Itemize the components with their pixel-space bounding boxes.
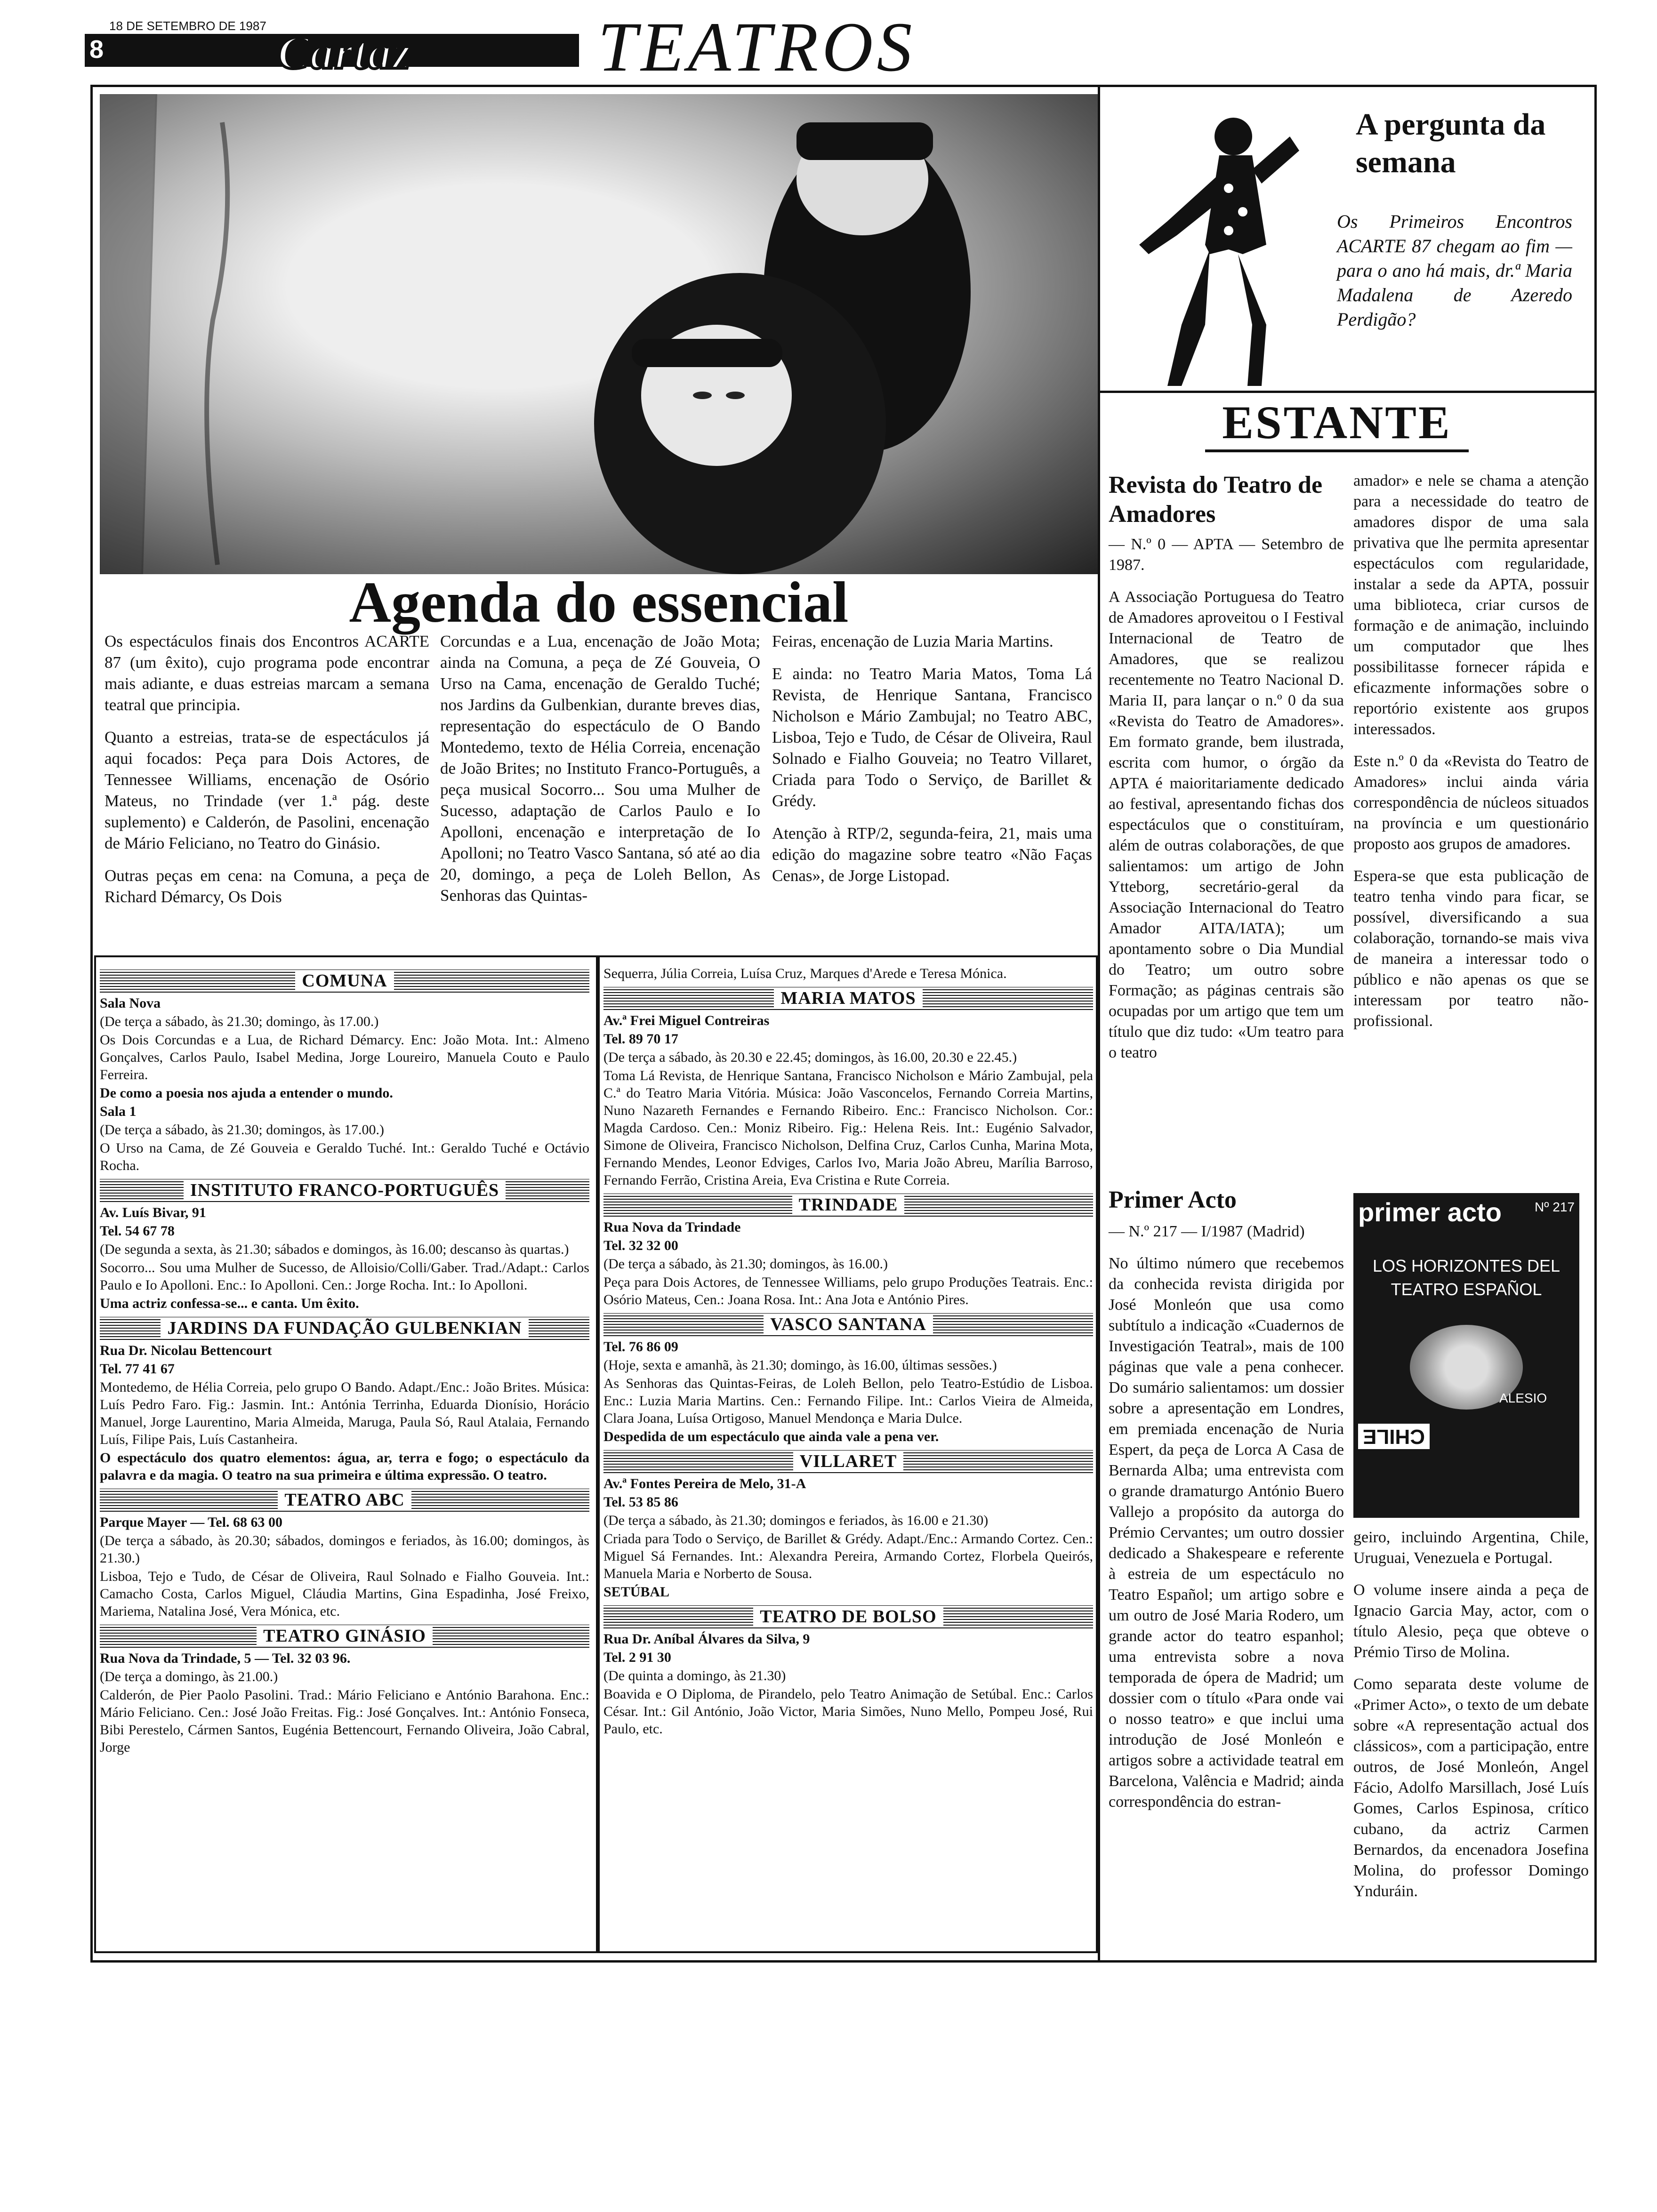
listing-line: Rua Nova da Trindade, 5 — Tel. 32 03 96. xyxy=(100,1651,351,1666)
primer-paragraph: No último número que recebemos da conhecida revista dirigida por José Monleón que usa como subtítulo a indicação «Cuadernos de Investigación Teatral», mais de 100 páginas que vale a pena conhecer. Do sumário salientamos: um dossier sobre a apresentação em Londres, em premiada encenação de Nuria Espert, da peça de Lorca A Casa de Bernarda Alba; uma entrevista com o grande dramaturgo António Buero Vallejo a propósito da autorga do Prémio Cervantes; um outro dossier dedicado a Shakespeare e referente à estreia de um espectáculo no Teatro Español; um artigo sobre e um outro de José Maria Rodero, um grande actor do teatro espanhol; uma entrevista sobre a nova temporada de ópera de Madrid; um dossier com o título «Para onde vai o nosso teatro» e que inclui uma introdução de José Monleón e artigos sobre a actividade teatral em Barcelona, Valência e Madrid; ainda correspondência do estran- xyxy=(1109,1255,1344,1811)
revista-col-1 xyxy=(1109,534,1344,1074)
masthead-date: 18 DE SETEMBRO DE 1987 xyxy=(109,19,266,33)
primer-col-1 xyxy=(1109,1221,1344,1824)
agenda-paragraph: Outras peças em cena: na Comuna, a peça de Richard Démarcy, Os Dois xyxy=(105,866,429,906)
listing-line: Criada para Todo o Serviço, de Barillet & Grédy. Adapt./Enc.: Armando Cortez. Cen.: Miguel Sá Fernandes. Int.: Alexandra Pereira, Armando Cortez, Florbela Queirós, Manuela Maria e Norberto de Sousa. xyxy=(603,1531,1093,1581)
listing-line: Rua Dr. Aníbal Álvares da Silva, 9 xyxy=(603,1631,810,1647)
listing-line: Rua Dr. Nicolau Bettencourt xyxy=(100,1343,272,1358)
revista-col-2 xyxy=(1353,471,1589,1043)
listing-line: Tel. 77 41 67 xyxy=(100,1361,175,1377)
venue-header: TEATRO ABC xyxy=(100,1489,589,1512)
listing-line: Peça para Dois Actores, de Tennessee Williams, pelo grupo Produções Teatrais. Enc.: Osório Mateus, Cen.: Joana Rosa. Int.: Ana Jota e António Pires. xyxy=(603,1274,1093,1307)
listing-line: As Senhoras das Quintas-Feiras, de Loleh Bellon, pelo Teatro-Estúdio de Lisboa. Enc.: Luzia Maria Martins. Cen.: Fernando Filipe. Int.: Carlos Vieira de Almeida, Clara Joana, Luísa Ortigoso, Manuel Mendonça e Maria Dulce. xyxy=(603,1376,1093,1426)
listing-line: (De segunda a sexta, às 21.30; sábados e domingos, às 16.00; descanso às quartas.) xyxy=(100,1242,569,1257)
question-title: A pergunta da semana xyxy=(1356,107,1546,179)
venue-abc xyxy=(100,1489,589,1620)
jester-illustration xyxy=(1111,104,1309,395)
primer-paragraph: O volume insere ainda a peça de Ignacio Garcia May, actor, com o título Alesio, peça que obteve o Prémio Tirso de Molina. xyxy=(1353,1581,1589,1661)
listing-line: Tel. 76 86 09 xyxy=(603,1339,678,1354)
venue-header: TRINDADE xyxy=(603,1194,1093,1217)
venue-header: VASCO SANTANA xyxy=(603,1313,1093,1336)
listing-line: (De terça a sábado, às 21.30; domingos e feriados, às 16.00 e 21.30) xyxy=(603,1513,989,1528)
cover-side-label: CHILE xyxy=(1358,1424,1430,1449)
listing-line: Toma Lá Revista, de Henrique Santana, Francisco Nicholson e Mário Zambujal, pela C.ª do Teatro Maria Vitória. Música: João Vasconcelos, Fernando Correia Martins, Nuno Nazareth Fernandes e Fernando Ribeiro. Enc.: Francisco Nicholson. Cor.: Magda Cardoso. Cen.: Moniz Ribeiro. Fig.: Helena Reis. Int.: Eugénio Salvador, Simone de Oliveira, Francisco Nicholson, Delfina Cruz, Carlos Cunha, Marina Mota, Fernando Mendes, Leonor Edviges, Carlos Ivo, Maria João Abreu, Marília Barroso, Fernando Ferrão, Cristina Areia, Eva Cristina e Rute Correia. xyxy=(603,1068,1093,1188)
agenda-paragraph: Quanto a estreias, trata-se de espectáculos já aqui focados: Peça para Dois Actores, de Tennessee Williams, encenação de Osório Mateus, no Trindade (ver 1.ª pág. deste suplemento) e Calderón, de Pasolini, encenação de Mário Feliciano, no Teatro do Ginásio. xyxy=(105,728,429,852)
agenda-col-3 xyxy=(772,631,1092,898)
listing-line: Lisboa, Tejo e Tudo, de César de Oliveira, Raul Solnado e Fialho Gouveia. Int.: Camacho Costa, Carlos Miguel, Cláudia Martins, Gina Espadinha, José Freixo, Mariema, Natalina José, Vera Mónica, etc. xyxy=(100,1569,589,1619)
section-rule xyxy=(1098,391,1597,393)
primer-acto-cover xyxy=(1353,1193,1579,1518)
listing-line: Calderón, de Pier Paolo Pasolini. Trad.: Mário Feliciano e António Barahona. Enc.: Mário Feliciano. Cen.: José João Freitas. Fig.: José Gonçalves. Int.: António Fonseca, Bibi Perestelo, Cármen Santos, Eugénia Bettencourt, Fernando Oliveira, João Cabral, Jorge xyxy=(100,1687,589,1755)
revista-paragraph: A Associação Portuguesa do Teatro de Amadores aproveitou o I Festival Internacional de Teatro de Amadores, que se realizou recentemente no Teatro Nacional D. Maria II, para lançar o n.º 0 da sua «Revista do Teatro de Amadores». Em formato grande, bem ilustrada, escrita com humor, o órgão da APTA é maioritariamente dedicado ao festival, apresentando fichas dos espectáculos que o constituíram, além de outras colaborações, de que salientamos: um artigo de John Ytteborg, secretário-geral da Associação Internacional do Teatro Amador AITA/IATA); um apontamento sobre o Dia Mundial do Teatro; um outro sobre Formação; as páginas centrais são ocupadas por um artigo que tem um título que diz tudo: «Um teatro para o teatro xyxy=(1109,588,1344,1061)
listing-line: Montedemo, de Hélia Correia, pelo grupo O Bando. Adapt./Enc.: João Brites. Música: Luís Pedro Faro. Fig.: Jasmin. Int.: Antónia Terrinha, Eduarda Dionísio, Horácio Manuel, Jorge Laurentino, Maria Almeida, Maruga, Paula Só, Raul Atalaia, Fernando Luís, Filipe Pais, Luís Castanheira. xyxy=(100,1379,589,1447)
cover-play: ALESIO xyxy=(1499,1391,1547,1405)
revista-paragraph: — N.º 0 — APTA — Setembro de 1987. xyxy=(1109,536,1344,574)
revista-paragraph: Espera-se que esta publicação de teatro tenha vindo para ficar, se possível, diversificando a sua colaboração, tornando-se mais viva de maneira a interessar todo o público e não apenas os que se interessam por teatro não-profissional. xyxy=(1353,867,1589,1030)
page-number: 8 xyxy=(89,35,104,64)
question-text: Os Primeiros Encontros ACARTE 87 chegam ao fim — para o ano há mais, dr.ª Maria Madalena de Azeredo Perdigão? xyxy=(1337,211,1572,330)
venue-vasco-santana xyxy=(603,1313,1093,1445)
primer-col-2 xyxy=(1353,1527,1589,1913)
cover-masthead: primer acto xyxy=(1358,1197,1502,1227)
cover-issue: Nº 217 xyxy=(1535,1200,1575,1214)
agenda-paragraph: Corcundas e a Lua, encenação de João Mota; ainda na Comuna, a peça de Zé Gouveia, O Urso na Cama, encenação de Geraldo Tuché; nos Jardins da Gulbenkian, durante breves dias, representação do espectáculo de O Bando Montedemo, texto de Hélia Correia, encenação de João Brites; no Instituto Franco-Português, a peça musical Socorro... Sou uma Mulher de Sucesso, adaptação de Carlos Paulo e Io Apolloni, encenação e interpretação de Io Apolloni; no Teatro Vasco Santana, só até ao dia 20, domingo, a peça de Loleh Bellon, As Senhoras das Quintas- xyxy=(440,632,760,905)
venue-header: INSTITUTO FRANCO-PORTUGUÊS xyxy=(100,1179,589,1202)
venue-header: JARDINS DA FUNDAÇÃO GULBENKIAN xyxy=(100,1317,589,1340)
listing-line: Boavida e O Diploma, de Pirandelo, pelo Teatro Animação de Setúbal. Enc.: Carlos César. Int.: Gil António, João Victor, Maria Simões, Nuno Mello, Pompeu José, Rui Paulo, etc. xyxy=(603,1686,1093,1737)
estante-header: ESTANTE xyxy=(1205,395,1469,452)
agenda-paragraph: Os espectáculos finais dos Encontros ACARTE 87 (um êxito), cujo programa pode encontrar mais adiante, e duas estreias marcam a semana teatral que principia. xyxy=(105,632,429,714)
listing-line: O Urso na Cama, de Zé Gouveia e Geraldo Tuché. Int.: Geraldo Tuché e Octávio Rocha. xyxy=(100,1140,589,1173)
listing-line: De como a poesia nos ajuda a entender o mundo. xyxy=(100,1085,393,1101)
agenda-col-1 xyxy=(105,631,429,919)
venue-header: VILLARET xyxy=(603,1450,1093,1473)
listing-line: Tel. 53 85 86 xyxy=(603,1494,678,1510)
agenda-paragraph: Feiras, encenação de Luzia Maria Martins. xyxy=(772,632,1054,650)
agenda-headline: Agenda do essencial xyxy=(349,570,849,634)
listing-line: Tel. 32 32 00 xyxy=(603,1238,678,1253)
listing-line: Despedida de um espectáculo que ainda vale a pena ver. xyxy=(603,1429,939,1444)
listing-line: Parque Mayer — Tel. 68 63 00 xyxy=(100,1515,283,1530)
cover-headline: LOS HORIZONTES DEL TEATRO ESPAÑOL xyxy=(1372,1256,1560,1299)
listing-line: Os Dois Corcundas e a Lua, de Richard Démarcy. Enc: João Mota. Int.: Almeno Gonçalves, Carlos Paulo, Isabel Medina, Jorge Loureiro, Manuela Couto e Paulo Ferreira. xyxy=(100,1032,589,1082)
primer-paragraph: Como separata deste volume de «Primer Acto», o texto de um debate sobre «A representação actual dos clássicos», com a participação, entre outros, de José Monleón, Angel Fácio, Adolfo Marsillach, José Luís Gomes, Carlos Espinosa, crítico cubano, da actriz Carmen Bernardos, da encenadora Josefina Molina, do professor Domingo Ynduráin. xyxy=(1353,1675,1589,1900)
venue-instituto xyxy=(100,1179,589,1312)
venue-header: TEATRO DE BOLSO xyxy=(603,1605,1093,1628)
listing-line: (De terça a sábado, às 21.30; domingos, às 16.00.) xyxy=(603,1256,888,1272)
listing-line: Rua Nova da Trindade xyxy=(603,1219,741,1235)
primer-paragraph: — N.º 217 — I/1987 (Madrid) xyxy=(1109,1223,1305,1240)
agenda-paragraph: E ainda: no Teatro Maria Matos, Toma Lá Revista, de Henrique Santana, Francisco Nicholson e Mário Zambujal; no Teatro ABC, Lisboa, Tejo e Tudo, de César de Oliveira, Raul Solnado e Fialho Gouveia; no Teatro Villaret, Criada para Todo o Serviço, de Barillet & Grédy. xyxy=(772,665,1092,810)
venue-ginasio xyxy=(100,1625,589,1756)
listing-line: Tel. 54 67 78 xyxy=(100,1223,175,1239)
agenda-col-2 xyxy=(440,631,760,917)
agenda-paragraph: Atenção à RTP/2, segunda-feira, 21, mais uma edição do magazine sobre teatro «Não Faças Cenas», de Jorge Listopad. xyxy=(772,824,1092,885)
venue-header: TEATRO GINÁSIO xyxy=(100,1625,589,1648)
listing-line: (De terça a sábado, às 20.30; sábados, domingos e feriados, às 16.00; domingos, às 21.30.) xyxy=(100,1533,589,1566)
venue-trindade xyxy=(603,1194,1093,1308)
listing-line: O espectáculo dos quatro elementos: água, ar, terra e fogo; o espectáculo da palavra e da magia. O teatro na sua primeira e última expressão. O teatro. xyxy=(100,1450,589,1483)
primer-title: Primer Acto xyxy=(1109,1186,1237,1213)
listing-line: Av. Luís Bivar, 91 xyxy=(100,1205,206,1220)
listing-line: (De terça a sábado, às 21.30; domingos, às 17.00.) xyxy=(100,1122,385,1138)
listing-line: Socorro... Sou uma Mulher de Sucesso, de Alloisio/Colli/Gaber. Trad./Adapt.: Carlos Paulo e Io Apolloni. Enc.: Io Apolloni. Cen.: Jorge Rocha. Int.: Io Apolloni. xyxy=(100,1260,589,1293)
listing-line: (De quinta a domingo, às 21.30) xyxy=(603,1668,786,1683)
listing-line: Sala 1 xyxy=(100,1104,137,1119)
listing-line: Uma actriz confessa-se... e canta. Um êxito. xyxy=(100,1296,359,1311)
section-title: TEATROS xyxy=(598,8,916,86)
listing-line: Sequerra, Júlia Correia, Luísa Cruz, Marques d'Arede e Teresa Mónica. xyxy=(603,966,1007,981)
venue-header: COMUNA xyxy=(100,970,589,993)
listing-line: Av.ª Frei Miguel Contreiras xyxy=(603,1013,770,1028)
venue-maria-matos xyxy=(603,987,1093,1189)
column-divider xyxy=(1098,85,1100,1963)
listings-left xyxy=(100,965,589,1757)
listing-line: (De terça a sábado, às 20.30 e 22.45; domingos, às 16.00, 20.30 e 22.45.) xyxy=(603,1050,1017,1065)
revista-paragraph: amador» e nele se chama a atenção para a necessidade do teatro de amadores dispor de uma sala privativa que lhe permita apresentar espectáculos com regularidade, instalar a sede da APTA, possuir uma biblioteca, criar cursos de formação e de animação, incluindo um computador que lhes possibilitasse fornecer rápida e eficazmente informações sobre o reportório existente aos grupos interessados. xyxy=(1353,472,1589,738)
listing-line: (Hoje, sexta e amanhã, às 21.30; domingo, às 16.00, últimas sessões.) xyxy=(603,1357,997,1373)
primer-paragraph: geiro, incluindo Argentina, Chile, Uruguai, Venezuela e Portugal. xyxy=(1353,1529,1589,1567)
venue-villaret xyxy=(603,1450,1093,1601)
venue-header: MARIA MATOS xyxy=(603,987,1093,1010)
cartaz-logo: Cartaz xyxy=(278,26,412,79)
listing-line: Sala Nova xyxy=(100,995,161,1011)
venue-teatro-de-bolso xyxy=(603,1605,1093,1738)
venue-continued xyxy=(603,965,1093,982)
listing-line: SETÚBAL xyxy=(603,1584,670,1600)
listing-line: (De terça a domingo, às 21.00.) xyxy=(100,1669,278,1684)
listing-line: Tel. 89 70 17 xyxy=(603,1031,678,1047)
venue-comuna xyxy=(100,970,589,1174)
listing-line: (De terça a sábado, às 21.30; domingo, às 17.00.) xyxy=(100,1014,379,1029)
revista-paragraph: Este n.º 0 da «Revista do Teatro de Amadores» inclui ainda vária correspondência de núcleos situados na província e um questionário proposto aos grupos de amadores. xyxy=(1353,753,1589,853)
stage-photo xyxy=(100,94,1098,574)
listing-line: Tel. 2 91 30 xyxy=(603,1650,671,1665)
listing-line: Av.ª Fontes Pereira de Melo, 31-A xyxy=(603,1476,806,1491)
venue-gulbenkian xyxy=(100,1317,589,1484)
revista-title: Revista do Teatro de Amadores xyxy=(1109,472,1323,528)
listings-right xyxy=(603,965,1093,1739)
